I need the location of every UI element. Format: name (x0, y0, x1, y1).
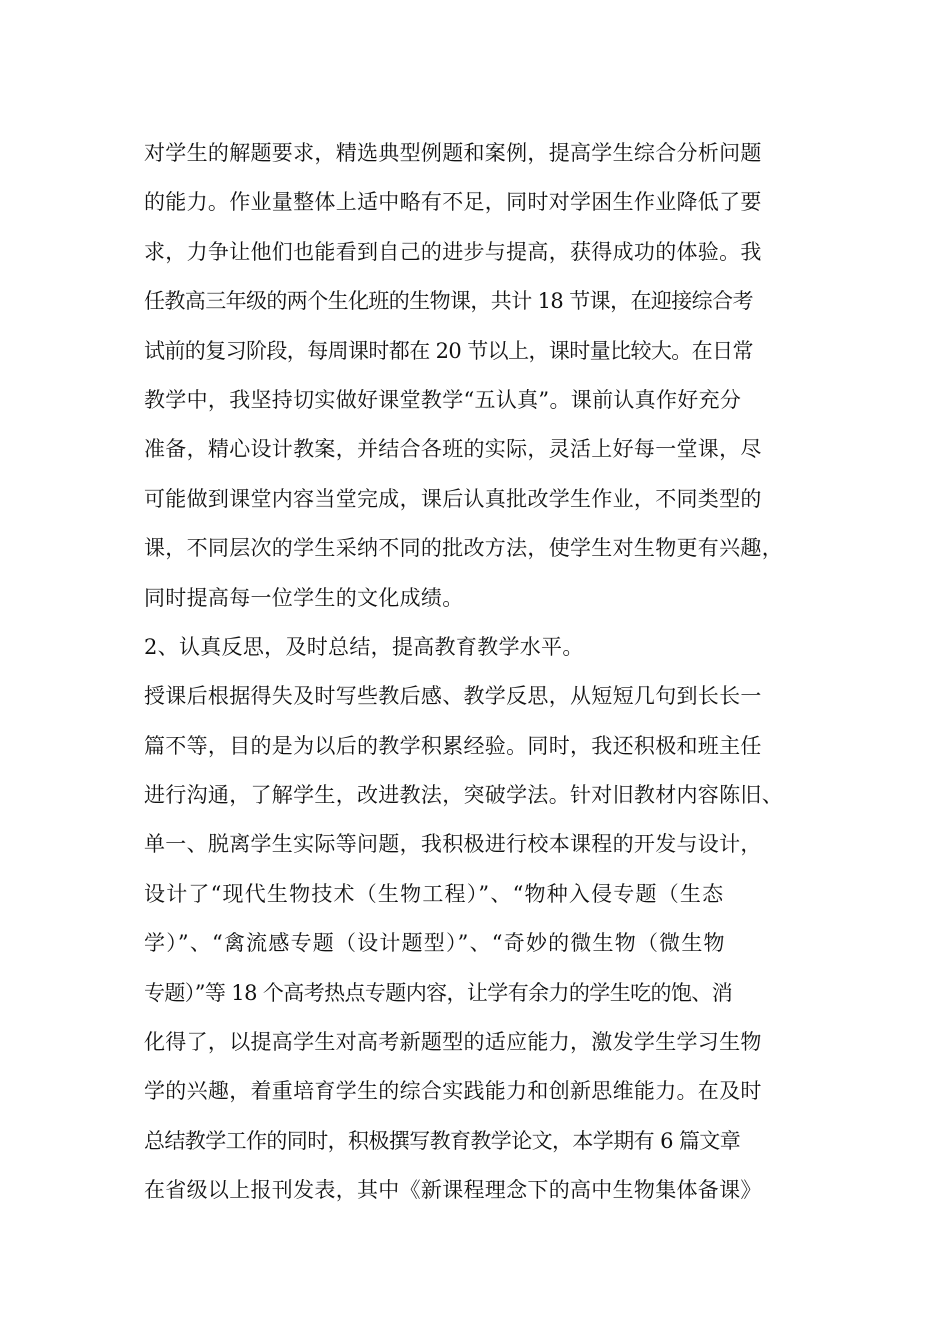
text-line: 单一、脱离学生实际等问题，我积极进行校本课程的开发与设计， (144, 832, 762, 857)
text-line: 学）”、“禽流感专题（设计题型）”、“奇妙的微生物（微生物 (144, 931, 726, 956)
body-text (144, 129, 824, 1216)
text-line: 同时提高每一位学生的文化成绩。 (144, 585, 464, 610)
text-line: 准备，精心设计教案，并结合各班的实际，灵活上好每一堂课，尽 (144, 437, 762, 462)
text-line: 化得了，以提高学生对高考新题型的适应能力，激发学生学习生物 (144, 1030, 762, 1055)
text-line: 教学中，我坚持切实做好课堂教学“五认真”。课前认真作好充分 (144, 387, 742, 412)
text-line: 专题）”等 18 个高考热点专题内容，让学有余力的学生吃的饱、消 (144, 980, 733, 1005)
text-line: 设计了“现代生物技术（生物工程）”、“物种入侵专题（生态 (144, 881, 725, 906)
text-line: 可能做到课堂内容当堂完成，课后认真批改学生作业，不同类型的 (144, 486, 762, 511)
text-line: 进行沟通，了解学生，改进教法，突破学法。针对旧教材内容陈旧、 (144, 783, 783, 808)
text-line: 求，力争让他们也能看到自己的进步与提高，获得成功的体验。我 (144, 239, 762, 264)
text-line: 学的兴趣，着重培育学生的综合实践能力和创新思维能力。在及时 (144, 1079, 762, 1104)
text-line: 篇不等，目的是为以后的教学积累经验。同时，我还积极和班主任 (144, 733, 762, 758)
text-line: 的能力。作业量整体上适中略有不足，同时对学困生作业降低了要 (144, 190, 762, 215)
text-line: 课，不同层次的学生采纳不同的批改方法，使学生对生物更有兴趣， (144, 536, 783, 561)
text-line: 对学生的解题要求，精选典型例题和案例，提高学生综合分析问题 (144, 141, 762, 165)
text-line: 总结教学工作的同时，积极撰写教育教学论文，本学期有 6 篇文章 (144, 1128, 741, 1153)
text-line: 试前的复习阶段，每周课时都在 20 节以上，课时量比较大。在日常 (144, 338, 753, 363)
text-line: 任教高三年级的两个生化班的生物课，共计 18 节课，在迎接综合考 (144, 289, 753, 314)
text-line: 授课后根据得失及时写些教后感、教学反思，从短短几句到长长一 (144, 684, 762, 709)
text-line: 在省级以上报刊发表，其中《新课程理念下的高中生物集体备课》 (144, 1178, 762, 1203)
section-heading: 2、认真反思，及时总结，提高教育教学水平。 (144, 634, 584, 659)
